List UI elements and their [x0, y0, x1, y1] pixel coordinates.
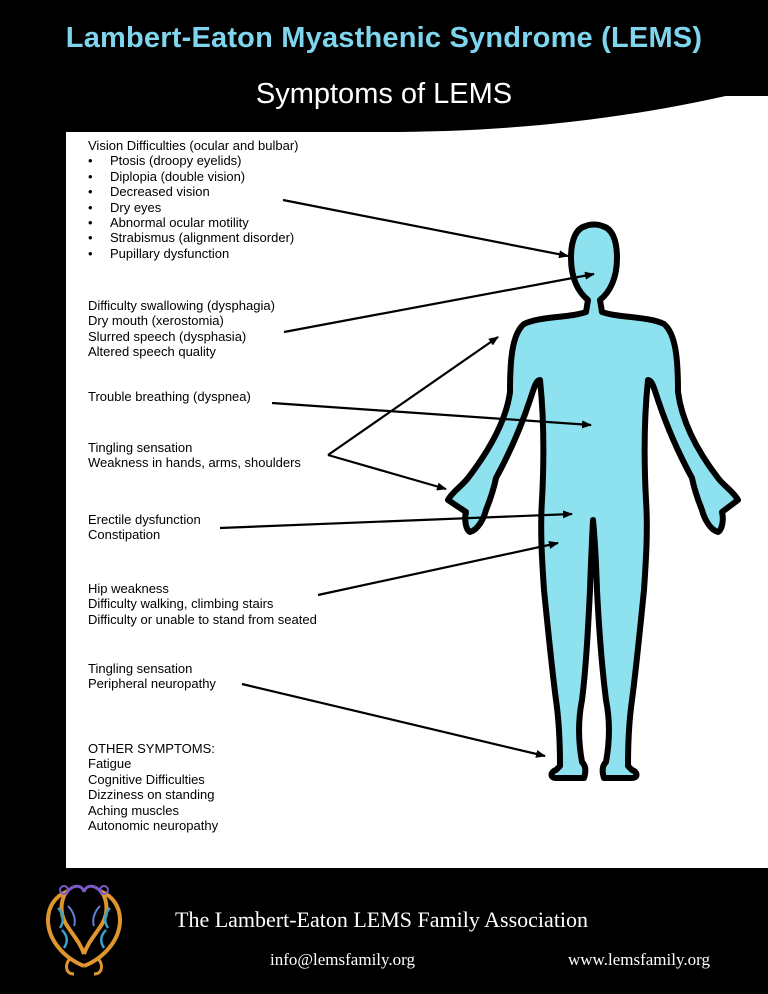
list-item: Fatigue	[88, 756, 132, 772]
list-item: • Dry eyes	[88, 200, 299, 215]
page-title: Lambert-Eaton Myasthenic Syndrome (LEMS)	[65, 22, 703, 54]
organization-name: The Lambert-Eaton LEMS Family Association	[175, 907, 589, 932]
list-item: • Ptosis (droopy eyelids)	[88, 153, 299, 168]
list-item: Autonomic neuropathy	[88, 818, 219, 834]
list-item: Dizziness on standing	[88, 787, 215, 803]
list-item: Difficulty swallowing (dysphagia)	[88, 298, 275, 313]
list-item: • Strabismus (alignment disorder)	[88, 230, 299, 245]
list-item: Weakness in hands, arms, shoulders	[88, 455, 301, 471]
website-link[interactable]: www.lemsfamily.org	[568, 950, 710, 969]
arrow-shoulders	[328, 337, 498, 455]
list-item: • Diplopia (double vision)	[88, 169, 299, 184]
list-item: Tingling sensation	[88, 661, 193, 676]
list-item: Erectile dysfunction	[88, 512, 201, 527]
lems-family-logo	[34, 878, 134, 978]
arrow-vision	[283, 200, 568, 256]
list-item: Slurred speech (dysphasia)	[88, 328, 247, 344]
pointer-arrows	[220, 200, 594, 756]
arrow-autonomic	[220, 514, 572, 528]
list-item: Peripheral neuropathy	[88, 676, 216, 692]
list-item: Tingling sensation	[88, 440, 193, 455]
list-item: • Abnormal ocular motility	[88, 215, 299, 230]
list-item: • Decreased vision	[88, 184, 299, 199]
page-subtitle: Symptoms of LEMS	[255, 78, 513, 110]
list-item: Aching muscles	[88, 802, 180, 818]
list-item: Cognitive Difficulties	[88, 771, 205, 787]
human-body-silhouette	[448, 225, 738, 779]
arrow-hands	[328, 455, 446, 489]
contact-email[interactable]: info@lemsfamily.org	[270, 950, 416, 969]
arrow-neuropathy	[242, 684, 545, 756]
list-item: Difficulty or unable to stand from seated	[88, 611, 317, 627]
list-item: Hip weakness	[88, 581, 169, 596]
list-item: Difficulty walking, climbing stairs	[88, 596, 274, 612]
arrow-hip	[318, 543, 558, 595]
list-item: Trouble breathing (dyspnea)	[88, 389, 251, 404]
list-item: Constipation	[88, 527, 161, 543]
list-item: Altered speech quality	[88, 344, 216, 360]
group-heading: OTHER SYMPTOMS:	[88, 741, 215, 756]
list-item: • Pupillary dysfunction	[88, 246, 299, 261]
list-item: Dry mouth (xerostomia)	[88, 313, 224, 329]
group-heading: Vision Difficulties (ocular and bulbar)	[88, 138, 299, 153]
